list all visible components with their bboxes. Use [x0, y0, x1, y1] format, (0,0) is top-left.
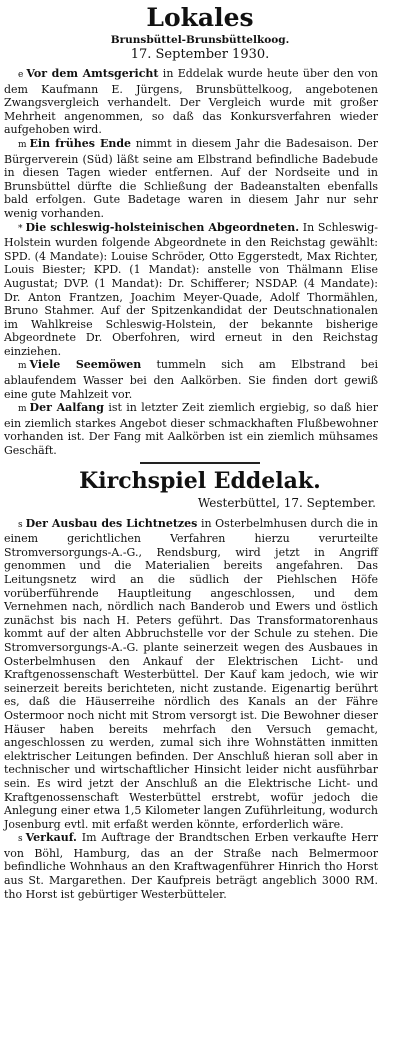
news-item-marker: e [18, 70, 24, 80]
local-news-header [0, 0, 400, 63]
news-item-marker: m [18, 404, 27, 415]
parish-section-title: Kirchspiel Eddelak. [79, 467, 321, 494]
news-item-body: ist in letzter Zeit ziemlich ergiebig, so daß hier ein ziemlich starkes Angebot dieser schmackhaften Flußbewohner vorhanden ist. Der Fang mit Aalkörben ist ein ziemlich mühsames Geschäft. [4, 401, 378, 458]
news-item-bathing-season [4, 137, 378, 221]
parish-dateline: Westerbüttel, 17. September. [197, 495, 376, 510]
news-item-sale [4, 831, 378, 901]
news-item-lead: Verkauf. [25, 831, 77, 845]
news-item-marker: * [18, 223, 23, 234]
news-item-lead: Viele Seemöwen [29, 358, 142, 372]
news-item-body: nimmt in diesem Jahr die Badesaison. Der Bürgerverein (Süd) läßt seine am Elbstrand befindliche Badebude in diesen Tagen wieder entfernen. Auf der Nordseite und in Brunsbüttel dürfte die Schließung der Badeanstalten ebenfalls bald erfolgen. Gute Badetage waren in diesem Jahr nur sehr wenig vorhanden. [4, 136, 378, 220]
news-item-eel-catch [4, 401, 378, 457]
news-item-marker: s [18, 834, 23, 845]
news-item-court [4, 67, 378, 137]
news-item-lead: Die schleswig-holsteinischen Abgeordneten. [25, 220, 300, 234]
news-item-lead: Der Ausbau des Lichtnetzes [25, 516, 198, 530]
news-item-body: Im Auftrage der Brandtschen Erben verkaufte Herr von Böhl, Hamburg, das an der Straße nach Belmermoor befindliche Wohnhaus an den Kraftwagenführer Hinrich tho Horst aus St. Margarethen. Der Kaufpreis beträgt angeblich 3000 RM. tho Horst ist gebürtiger Westerbütteler. [4, 831, 378, 901]
local-news-subtitle: Brunsbüttel-Brunsbüttelkoog. [110, 34, 290, 46]
news-item-body: tummeln sich am Elbstrand bei ablaufendem Wasser bei den Aalkörben. Sie finden dort gewiß eine gute Mahlzeit vor. [4, 358, 378, 401]
news-item-body: In Schleswig-Holstein wurden folgende Abgeordnete in den Reichstag gewählt: SPD. (4 Mandate): Louise Schröder, Otto Eggerstedt, Max Richter, Louis Biester; KPD. (1 Mandat): anstelle von Thälmann Elise Augustat; DVP. (1 Mandat): Dr. Schifferer; NSDAP. (4 Mandate): Dr. Anton Frantzen, Joachim Meyer-Quade, Adolf Thormählen, Bruno Stahmer. Auf der Spitzenkandidat der Deutschnationalen im Wahlkreise Schleswig-Holstein, der bekannte bisherige Abgeordnete Dr. Oberfohren, wird erneut in den Reichstag einziehen. [4, 220, 378, 358]
news-item-deputies [4, 221, 378, 359]
news-item-seagulls [4, 358, 378, 401]
news-item-power-grid [4, 517, 378, 832]
news-item-body: in Eddelak wurde heute über den von dem Kaufmann E. Jürgens, Brunsbüttelkoog, angebotenen Zwangsvergleich verhandelt. Der Vergleich wurde mit großer Mehrheit angenommen, so daß das Konkursverfahren wieder aufgehoben wird. [4, 67, 378, 137]
news-item-marker: s [18, 519, 23, 530]
section-divider [140, 462, 260, 464]
news-item-lead: Der Aalfang [29, 401, 104, 415]
news-item-body: in Osterbelmhusen durch die in einem gerichtlichen Verfahren hierzu verurteilte Stromversorgungs-A.-G., Rendsburg, wird jetzt in Angriff genommen und die Materialien bereits angefahren. Das Leitungsnetz wird an die südlich der Piehlschen Höfe vorüberführende Hauptleitung angeschlossen, und dem Vernehmen nach, nördlich nach Banderob und Ewers und östlich zunächst bis nach H. Peters geführt. Das Transformatorenhaus kommt auf der alten Abbruchstelle vor der Schule zu stehen. Die Stromversorgungs-A.-G. plante seinerzeit wegen des Ausbaues in Osterbelmhusen den Ankauf der Elektrischen Licht- und Kraftgenossenschaft Westerbüttel. Der Kauf kam jedoch, wie wir seinerzeit bereits berichteten, nicht zustande. Eigenartig berührt es, daß die Häuserreihe nördlich des Kanals an der Fähre Ostermoor noch nicht mit Strom versorgt ist. Die Bewohner dieser Häuser haben bereits mehrfach den Versuch gemacht, angeschlossen zu werden, zumal sich ihre Wohnstätten inmitten elektrischer Leitungen befinden. Der Anschluß hieran soll aber in technischer und wirtschaftlicher Hinsicht leider nicht ausführbar sein. Es wird jetzt der Anschluß an die Elektrische Licht- und Kraftgenossenschaft Westerbüttel erstrebt, wofür jedoch die Anlegung einer etwa 1,5 Kilometer langen Zuführleitung, wodurch Josenburg evtl. mit erfaßt werden könnte, erforderlich wäre. [4, 516, 379, 831]
local-news-title: Lokales [146, 3, 254, 32]
news-item-lead: Vor dem Amtsgericht [26, 67, 159, 80]
news-item-marker: m [18, 361, 27, 372]
news-item-lead: Ein frühes Ende [29, 136, 132, 150]
news-item-marker: m [18, 139, 27, 150]
local-news-date: 17. September 1930. [130, 47, 270, 62]
